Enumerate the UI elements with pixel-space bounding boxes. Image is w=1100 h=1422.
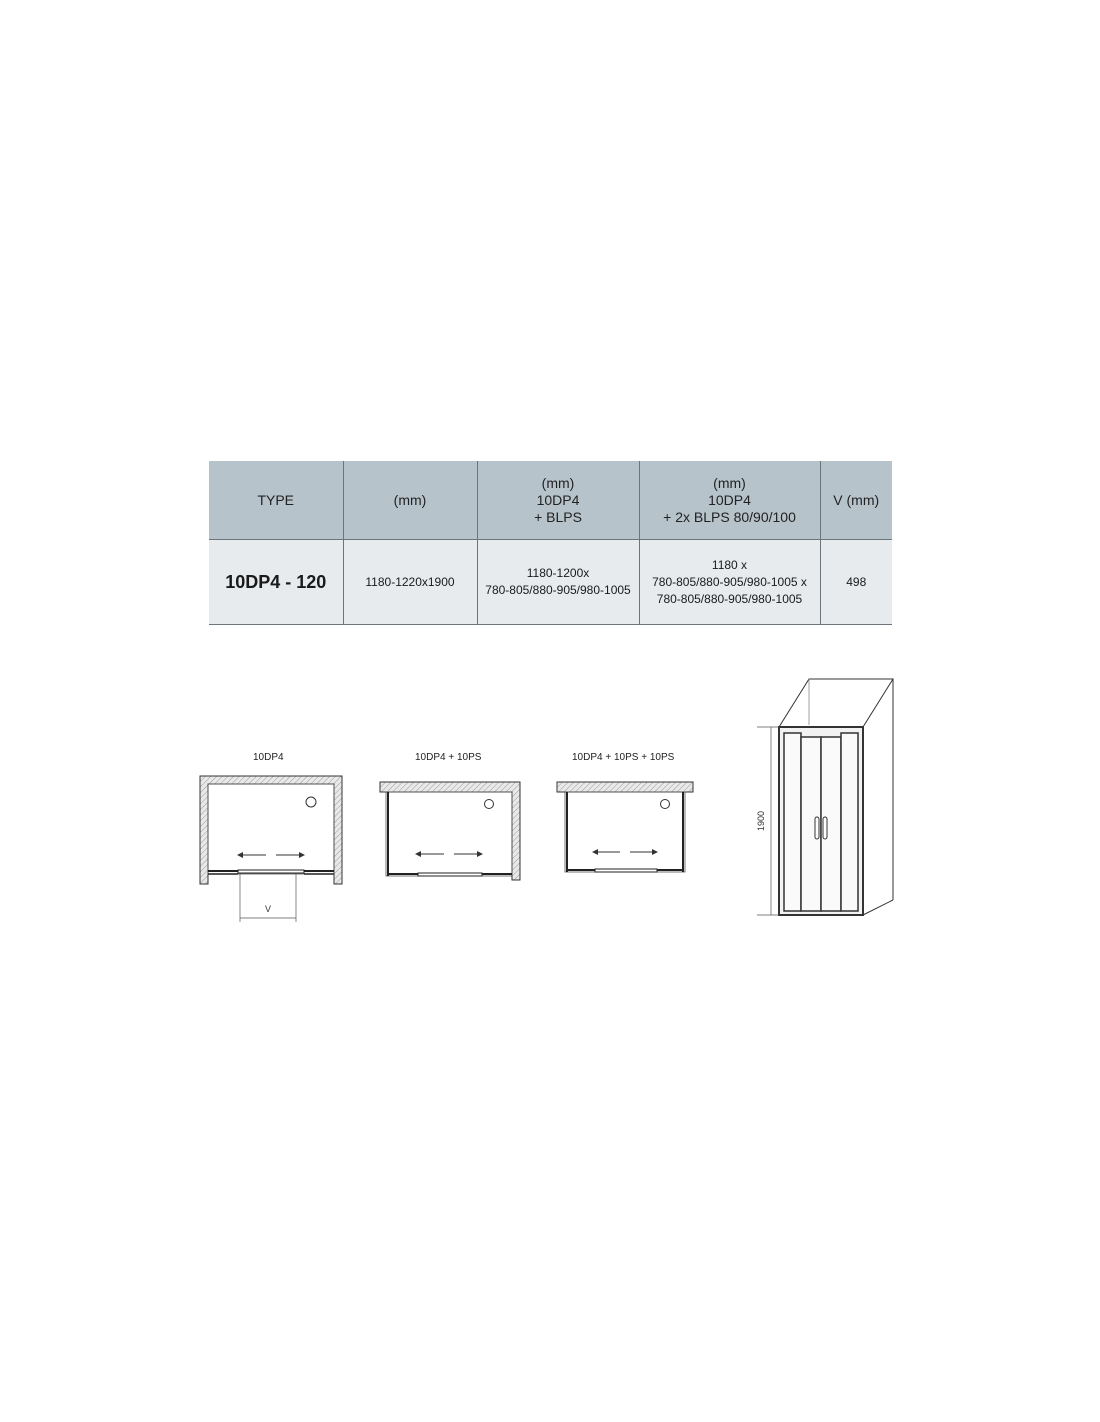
drain-icon [306,797,316,807]
header-v [820,461,892,540]
cell-line: 1180 x [711,557,748,572]
plan-10dp4-10ps-label: 10DP4 + 10PS [415,752,482,763]
cell-type [209,540,343,625]
header-line: (mm) [393,491,427,508]
door-opening [595,869,657,872]
door-opening [418,873,482,876]
elevation-drawing [745,675,895,945]
cell-v [820,540,892,625]
spec-table [209,461,892,625]
header-line: 10DP4 [708,491,751,508]
door-opening [238,870,304,873]
door-panel [784,733,801,911]
table-header-row [209,461,892,540]
header-type [209,461,343,540]
drain-icon [661,800,670,809]
header-line: TYPE [257,491,295,508]
height-dimension-label: 1900 [756,810,766,832]
cell-line: 780-805/880-905/980-1005 x [652,574,807,589]
plan-10dp4-10ps-drawing [378,778,523,888]
header-with-blps [477,461,639,540]
header-line: + BLPS [534,508,582,525]
door-panel [841,733,858,911]
cell-with-blps [477,540,639,625]
drain-icon [485,800,494,809]
floor-edge [863,900,893,915]
plan-10dp4-10ps-10ps-drawing [555,778,695,878]
cell-line: 1180-1220x1900 [365,574,455,589]
wall-shape [557,782,693,792]
door-handle [823,817,827,839]
header-dimensions [343,461,477,540]
shower-tray [208,784,334,874]
header-line: 10DP4 [536,491,580,508]
plan-10dp4-drawing [196,774,346,924]
header-line: + 2x BLPS 80/90/100 [663,508,796,525]
header-line: (mm) [541,474,575,491]
cell-line: 780-805/880-905/980-1005 [656,591,803,606]
cell-line: 780-805/880-905/980-1005 [485,583,631,597]
header-with-2x-blps [639,461,820,540]
plan-10dp4-10ps-10ps-label: 10DP4 + 10PS + 10PS [572,752,675,763]
plan-10dp4-label: 10DP4 [253,752,284,763]
cell-line: 498 [846,574,867,589]
cell-line: 1180-1200x [526,566,590,580]
wall-shape [200,776,342,884]
door-handle [815,817,819,839]
cell-with-2x-blps [639,540,820,625]
header-line: (mm) [713,474,746,491]
cell-dimensions [343,540,477,625]
table-row [209,540,892,625]
enclosure-top [779,679,893,727]
wall-shape [380,782,520,880]
header-line: V (mm) [833,491,880,508]
cell-line: 10DP4 - 120 [225,571,327,592]
dimension-v-label: V [264,904,272,914]
